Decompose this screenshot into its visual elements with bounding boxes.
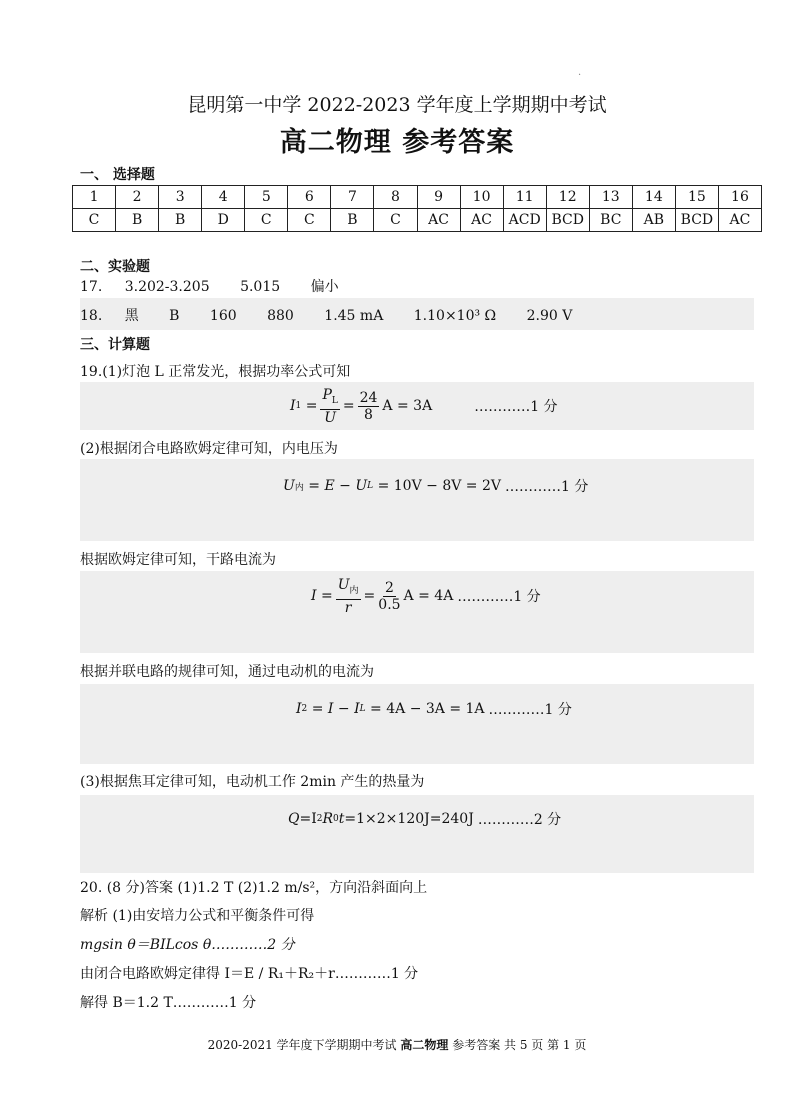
footer-subject: 高二物理 [400, 1038, 449, 1052]
question-number: 14 [632, 186, 675, 209]
q19-eq3: I = $\frac{U_内}{r}$ = $\frac{2}{0.5}$ A = 4A …………1 分 [311, 577, 541, 616]
q17-value-1: 3.202-3.205 [124, 279, 210, 295]
school-exam-title: 昆明第一中学 2022-2023 学年度上学期期中考试 [187, 94, 607, 116]
question-number: 2 [116, 186, 159, 209]
fraction: $\frac{24}{8}$ [359, 389, 378, 423]
question-number: 5 [245, 186, 288, 209]
q17-value-2: 5.015 [240, 279, 281, 295]
q18-number: 18. [80, 308, 103, 324]
score-mark: …………1 分 [504, 479, 589, 495]
q18-value-7: 2.90 V [526, 308, 573, 324]
q20-answer-line: 20. (8 分)答案 (1)1.2 T (2)1.2 m/s²，方向沿斜面向上 [80, 880, 428, 896]
score-mark: …………1 分 [457, 589, 541, 606]
question-number: 12 [546, 186, 589, 209]
answer-cell: BCD [675, 209, 718, 232]
q19-eq4-shade [80, 684, 754, 764]
q19-eq2-shade [80, 459, 754, 541]
answer-cell: AB [632, 209, 675, 232]
choice-answer-table [72, 185, 762, 232]
q19-eq5: Q =I 2 R 0 t =1×2×120J=240J …………2 分 [288, 811, 562, 828]
table-row-numbers [73, 186, 762, 209]
answer-cell: BC [589, 209, 632, 232]
answer-cell: AC [460, 209, 503, 232]
q17-value-3: 偏小 [310, 279, 339, 295]
q19-eq4-rhs: = 4A − 3A = 1A [370, 701, 485, 717]
q19-part1-text: 19.(1)灯泡 L 正常发光，根据功率公式可知 [80, 364, 351, 380]
score-mark: …………1 分 [488, 702, 572, 718]
q17-answer [80, 276, 339, 296]
q18-value-6: 1.10×10³ Ω [413, 308, 497, 324]
fraction: $\frac{2}{0.5}$ [378, 579, 401, 613]
section2-title: 二、实验题 [80, 259, 150, 275]
q18-answer [80, 305, 572, 325]
q20-analysis-line: 解析 (1)由安培力公式和平衡条件可得 [80, 908, 315, 924]
q17-number: 17. [80, 279, 103, 295]
q19-part5-text: (3)根据焦耳定律可知，电动机工作 2min 产生的热量为 [80, 774, 425, 790]
q19-part4-text: 根据并联电路的规律可知，通过电动机的电流为 [80, 664, 374, 680]
question-number: 9 [417, 186, 460, 209]
question-number: 4 [202, 186, 245, 209]
q20-result: 解得 B＝1.2 T…………1 分 [80, 995, 257, 1011]
q19-eq5-shade [80, 795, 754, 873]
answer-cell: AC [718, 209, 761, 232]
question-number: 8 [374, 186, 417, 209]
q19-part3-text: 根据欧姆定律可知，干路电流为 [80, 552, 276, 568]
section1-title: 一、 选择题 [80, 167, 155, 183]
question-number: 13 [589, 186, 632, 209]
subject-title: 高二物理 参考答案 [279, 127, 515, 158]
score-mark: …………2 分 [477, 812, 562, 828]
question-number: 6 [288, 186, 331, 209]
table-row-answers [73, 209, 762, 232]
answer-cell: D [202, 209, 245, 232]
answer-cell: C [288, 209, 331, 232]
stray-mark: · [578, 70, 582, 81]
q20-equation-2: 由闭合电路欧姆定律得 I＝E / R₁＋R₂＋r…………1 分 [80, 966, 419, 982]
q20-equation-1: mgsin θ＝BILcos θ…………2 分 [80, 937, 295, 953]
answer-cell: B [331, 209, 374, 232]
q19-eq2-rhs: = 10V − 8V = 2V [377, 478, 501, 494]
q18-value-3: 160 [209, 308, 237, 324]
question-number: 7 [331, 186, 374, 209]
footer-exam: 2020-2021 学年度下学期期中考试 [207, 1038, 397, 1052]
q18-value-5: 1.45 mA [324, 308, 384, 324]
q19-eq4: I 2 = I − I L = 4A − 3A = 1A …………1 分 [296, 701, 572, 718]
q18-value-4: 880 [267, 308, 294, 324]
question-number: 16 [718, 186, 761, 209]
section3-title: 三、计算题 [80, 337, 150, 353]
answer-cell: BCD [546, 209, 589, 232]
fraction: $\frac{U_内}{r}$ [337, 577, 359, 616]
q19-eq2: U 内 = E − U L = 10V − 8V = 2V …………1 分 [283, 478, 589, 495]
q18-value-1: 黑 [124, 308, 139, 324]
question-number: 15 [675, 186, 718, 209]
answer-cell: AC [417, 209, 460, 232]
q19-eq5-rhs: =1×2×120J=240J [344, 811, 474, 827]
footer-page-info: 参考答案 共 5 页 第 1 页 [452, 1038, 587, 1052]
answer-cell: C [245, 209, 288, 232]
question-number: 3 [159, 186, 202, 209]
question-number: 1 [73, 186, 116, 209]
q19-eq1: I 1 = $\frac{P_L}{U}$ = $\frac{24}{8}$ A = 3A …………1 分 [290, 387, 558, 426]
q18-value-2: B [169, 308, 180, 324]
answer-cell: C [374, 209, 417, 232]
page-footer [0, 1036, 794, 1053]
q19-eq3-rhs: A = 4A [403, 588, 454, 605]
question-number: 11 [503, 186, 546, 209]
q19-part2-text: (2)根据闭合电路欧姆定律可知，内电压为 [80, 441, 338, 457]
fraction: $\frac{P_L}{U}$ [322, 387, 338, 426]
answer-cell: C [73, 209, 116, 232]
answer-cell: ACD [503, 209, 546, 232]
question-number: 10 [460, 186, 503, 209]
score-mark: …………1 分 [474, 399, 558, 416]
answer-cell: B [159, 209, 202, 232]
answer-cell: B [116, 209, 159, 232]
